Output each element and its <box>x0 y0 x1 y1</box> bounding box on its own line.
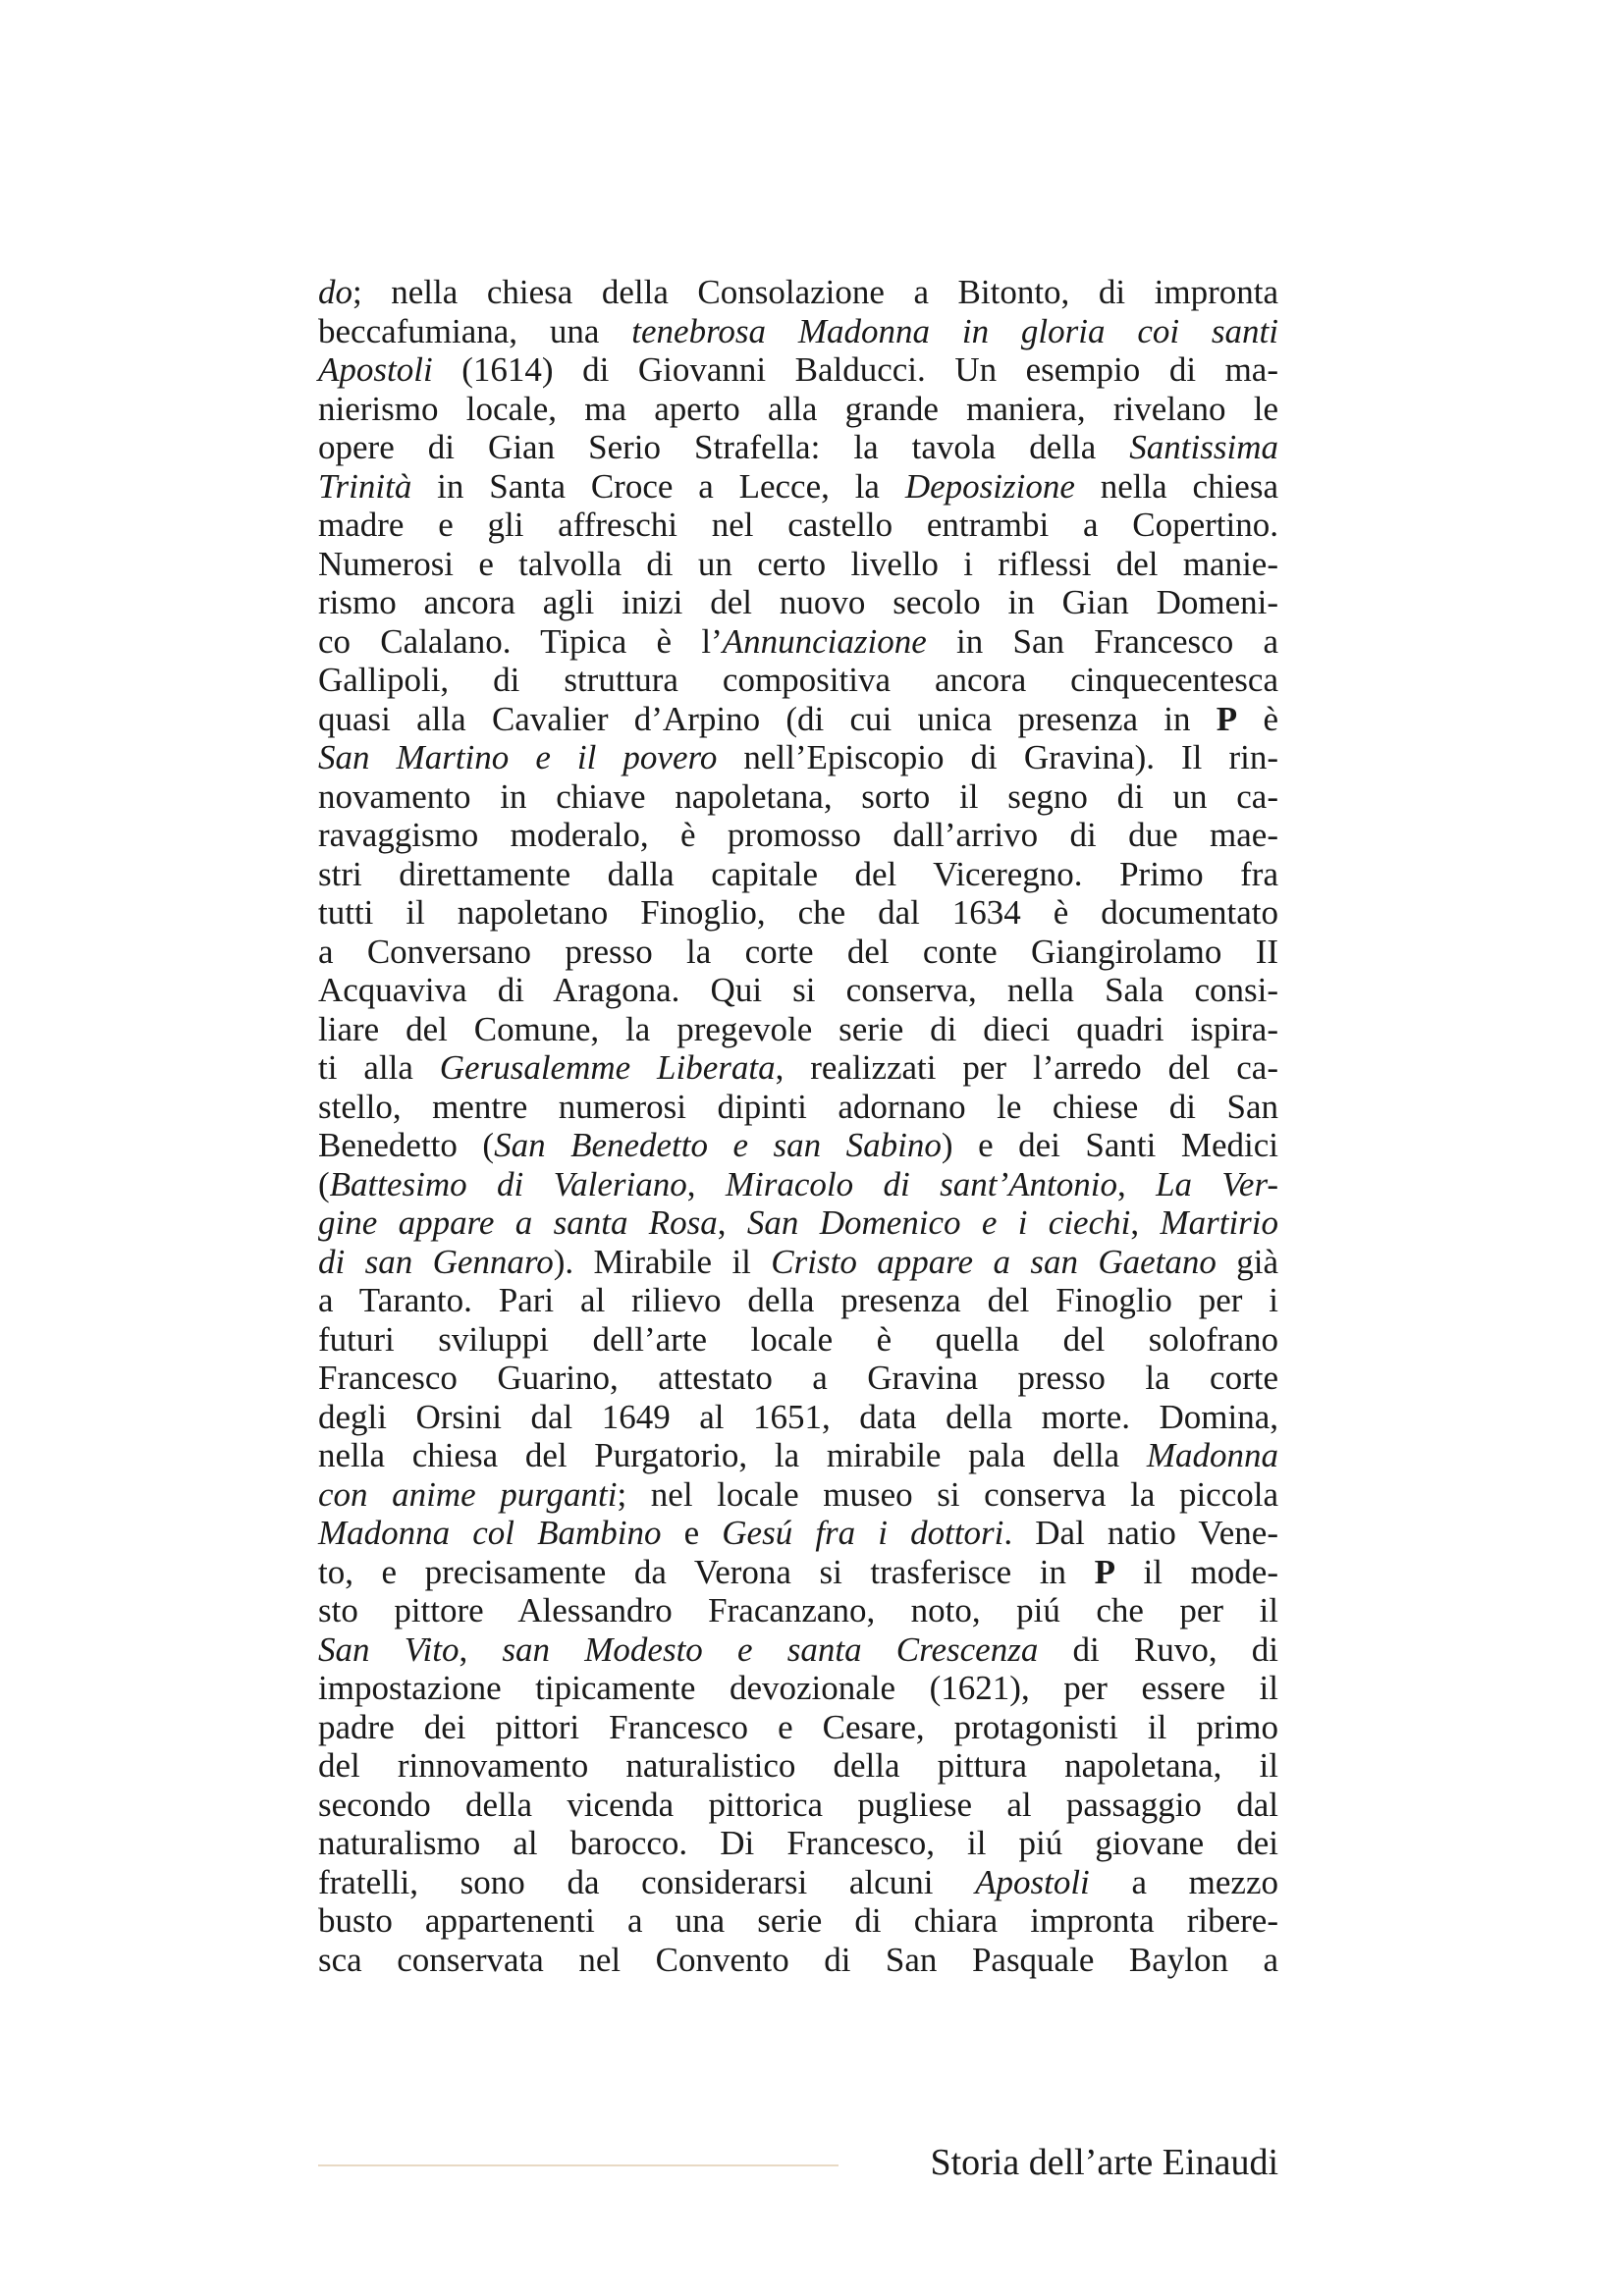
italic-run: Deposizione <box>904 466 1075 506</box>
text-line <box>318 1281 1278 1320</box>
text-run: già <box>1216 1242 1279 1281</box>
italic-run: do <box>318 273 352 311</box>
italic-run: gine appare a santa Rosa <box>318 1203 718 1242</box>
text-run: padre dei pittori Francesco e Cesare, protagonisti il primo <box>318 1707 1278 1746</box>
text-run: a Conversano presso la corte del conte Giangirolamo II <box>318 932 1278 971</box>
bold-run: P <box>1094 1552 1115 1591</box>
text-run: ) e dei Santi Medici <box>941 1126 1278 1164</box>
text-run: nierismo locale, ma aperto alla grande maniera, rivelano le <box>318 389 1278 428</box>
text-line <box>318 1320 1278 1360</box>
text-line <box>318 1591 1278 1630</box>
text-line <box>318 583 1278 622</box>
text-line <box>318 390 1278 429</box>
text-line <box>318 1669 1278 1708</box>
text-run: co Calalano. Tipica è l’ <box>318 621 723 661</box>
text-line <box>318 1746 1278 1786</box>
text-line <box>318 1243 1278 1282</box>
text-line <box>318 971 1278 1010</box>
italic-run: di san Gennaro <box>318 1242 554 1281</box>
text-run: Francesco Guarino, attestato a Gravina presso la corte <box>318 1359 1278 1397</box>
text-run: to, e precisamente da Verona si trasferisce in <box>318 1552 1095 1591</box>
text-line <box>318 1941 1278 1980</box>
italic-run: Apostoli <box>318 350 433 389</box>
text-run: nella chiesa <box>1074 466 1278 506</box>
text-line <box>318 1553 1278 1592</box>
text-line <box>318 545 1278 584</box>
italic-run: Apostoli <box>975 1862 1090 1901</box>
text-run: a mezzo <box>1089 1862 1278 1901</box>
text-line <box>318 1514 1278 1553</box>
text-line <box>318 1630 1278 1670</box>
italic-run: tenebrosa Madonna in gloria coi santi <box>631 311 1278 350</box>
text-run: il mode- <box>1114 1552 1278 1591</box>
text-run: sca conservata nel Convento di San Pasquale Baylon a <box>318 1940 1278 1979</box>
italic-run: San Domenico e i ciechi <box>746 1203 1131 1242</box>
text-line <box>318 855 1278 894</box>
italic-run: Santissima <box>1129 428 1278 466</box>
text-run: , <box>1116 1164 1157 1203</box>
text-line <box>318 816 1278 855</box>
text-run: è <box>1237 699 1278 738</box>
text-line <box>318 1824 1278 1863</box>
italic-run: Battesimo di Valeriano <box>329 1164 687 1203</box>
body-text <box>318 273 1278 1979</box>
text-line <box>318 893 1278 933</box>
text-run: ; nella chiesa della Consolazione a Bitonto, di impronta <box>352 273 1278 311</box>
text-run: futuri sviluppi dell’arte locale è quella del solofrano <box>318 1319 1278 1359</box>
text-line <box>318 1398 1278 1437</box>
italic-run: San Martino e il povero <box>318 738 718 776</box>
text-line <box>318 1786 1278 1825</box>
text-line <box>318 467 1278 507</box>
text-run: Acquaviva di Aragona. Qui si conserva, nella Sala consi- <box>318 971 1278 1009</box>
text-line <box>318 1436 1278 1475</box>
text-line <box>318 1708 1278 1747</box>
text-line <box>318 1863 1278 1902</box>
text-run: Gallipoli, di struttura compositiva ancora cinquecentesca <box>318 661 1278 699</box>
text-run: beccafumiana, una <box>318 311 632 350</box>
italic-run: san Modesto e santa Crescenza <box>502 1629 1039 1669</box>
footer-rule <box>318 2164 839 2166</box>
italic-run: Martirio <box>1160 1203 1279 1242</box>
text-run: ( <box>318 1164 330 1203</box>
text-run: busto appartenenti a una serie di chiara impronta ribere- <box>318 1901 1278 1940</box>
text-line <box>318 700 1278 739</box>
text-run: rismo ancora agli inizi del nuovo secolo in Gian Domeni- <box>318 583 1278 621</box>
text-run: , <box>717 1203 747 1242</box>
italic-run: Cristo appare a san Gaetano <box>771 1242 1217 1281</box>
text-line <box>318 1203 1278 1243</box>
text-run: tutti il napoletano Finoglio, che dal 1634 è documentato <box>318 893 1278 932</box>
italic-run: San Benedetto e san Sabino <box>494 1126 942 1164</box>
text-line <box>318 622 1278 662</box>
text-run: , <box>459 1629 503 1669</box>
italic-run: Madonna col Bambino <box>318 1514 662 1552</box>
text-line <box>318 933 1278 972</box>
text-run: a Taranto. Pari al rilievo della presenza del Finoglio per i <box>318 1281 1278 1319</box>
text-run: madre e gli affreschi nel castello entrambi a Copertino. <box>318 506 1278 544</box>
italic-run: Trinità <box>318 466 412 506</box>
text-run: Numerosi e talvolla di un certo livello i riflessi del manie- <box>318 544 1278 583</box>
text-line <box>318 1165 1278 1204</box>
text-run: ti alla <box>318 1048 440 1087</box>
text-run: ; nel locale museo si conserva la piccola <box>617 1474 1278 1514</box>
italic-run: con anime purganti <box>318 1474 618 1514</box>
text-line <box>318 1359 1278 1398</box>
text-run: stello, mentre numerosi dipinti adornano le chiese di San <box>318 1087 1278 1126</box>
italic-run: Miracolo di sant’Antonio <box>725 1164 1117 1203</box>
text-run: sto pittore Alessandro Fracanzano, noto, piú che per il <box>318 1591 1278 1629</box>
text-run: . Dal natio Vene- <box>1003 1514 1278 1552</box>
text-line <box>318 777 1278 817</box>
italic-run: San Vito <box>318 1629 460 1669</box>
text-line <box>318 506 1278 545</box>
text-line <box>318 1048 1278 1088</box>
text-run: e <box>661 1514 723 1552</box>
text-run: naturalismo al barocco. Di Francesco, il piú giovane dei <box>318 1824 1278 1862</box>
italic-run: Gesú fra i dottori <box>722 1514 1004 1552</box>
text-line <box>318 1901 1278 1941</box>
text-run: del rinnovamento naturalistico della pittura napoletana, il <box>318 1746 1278 1785</box>
text-line <box>318 661 1278 700</box>
text-line <box>318 428 1278 467</box>
text-run: secondo della vicenda pittorica pugliese al passaggio dal <box>318 1785 1278 1824</box>
text-run: nella chiesa del Purgatorio, la mirabile pala della <box>318 1436 1147 1474</box>
text-run: novamento in chiave napoletana, sorto il segno di un ca- <box>318 776 1278 816</box>
text-run: impostazione tipicamente devozionale (1621), per essere il <box>318 1669 1278 1707</box>
text-line <box>318 1475 1278 1515</box>
text-run: ). Mirabile il <box>553 1242 772 1281</box>
text-run: in San Francesco a <box>926 621 1278 661</box>
footer-title: Storia dell’arte Einaudi <box>930 2142 1278 2183</box>
text-line <box>318 312 1278 351</box>
text-run: degli Orsini dal 1649 al 1651, data della morte. Domina, <box>318 1397 1278 1436</box>
text-line <box>318 1010 1278 1049</box>
text-run: in Santa Croce a Lecce, la <box>411 466 905 506</box>
text-line <box>318 350 1278 390</box>
text-run: Benedetto ( <box>318 1126 495 1164</box>
text-run: , realizzati per l’arredo del ca- <box>775 1048 1278 1087</box>
text-line <box>318 273 1278 312</box>
text-run: quasi alla Cavalier d’Arpino (di cui unica presenza in <box>318 699 1217 738</box>
text-run: ravaggismo moderalo, è promosso dall’arrivo di due mae- <box>318 816 1278 854</box>
text-run: liare del Comune, la pregevole serie di dieci quadri ispira- <box>318 1009 1278 1048</box>
text-line <box>318 1088 1278 1127</box>
text-line <box>318 738 1278 777</box>
text-run: (1614) di Giovanni Balducci. Un esempio di ma- <box>432 350 1278 389</box>
italic-run: La Ver- <box>1156 1164 1279 1203</box>
bold-run: P <box>1216 699 1238 738</box>
text-run: stri direttamente dalla capitale del Viceregno. Primo fra <box>318 854 1278 893</box>
text-run: opere di Gian Serio Strafella: la tavola della <box>318 428 1130 466</box>
text-run: di Ruvo, di <box>1038 1629 1279 1669</box>
italic-run: Gerusalemme Liberata <box>439 1048 776 1087</box>
italic-run: Annunciazione <box>722 621 927 661</box>
italic-run: Madonna <box>1146 1436 1278 1474</box>
text-run: nell’Episcopio di Gravina). Il rin- <box>717 738 1278 776</box>
page-footer <box>318 2138 1278 2187</box>
text-run: , <box>1130 1203 1161 1242</box>
text-line <box>318 1126 1278 1165</box>
text-run: , <box>686 1164 726 1203</box>
text-run: fratelli, sono da considerarsi alcuni <box>318 1862 976 1901</box>
